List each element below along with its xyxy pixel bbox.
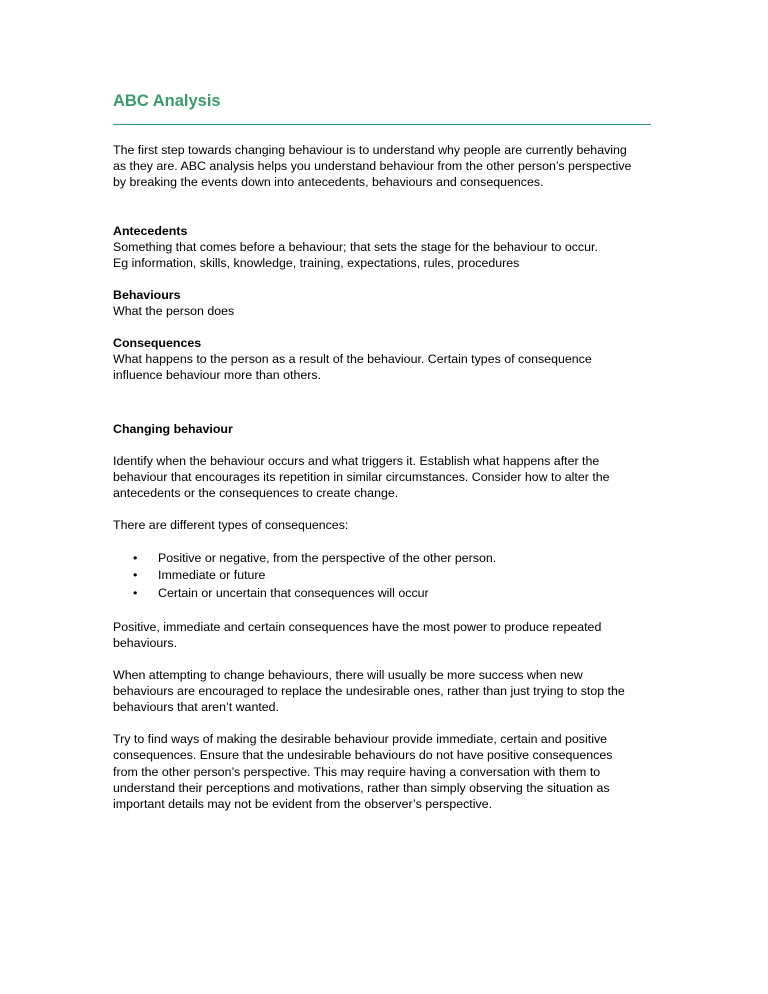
list-item — [113, 550, 658, 568]
definition-antecedents — [113, 223, 658, 271]
title-divider — [113, 124, 651, 125]
page-title: ABC Analysis — [113, 92, 221, 110]
changing-paragraph-5: Try to find ways of making the desirable behaviour provide immediate, certain and positive consequences. Ensure that the undesirable behaviours do not have positive consequences from the other person’s perspective. This may require having a conversation with them to understand their perceptions and motivations, rather than simply observing the situation as important details may not be evident from the observer’s perspective. — [113, 732, 613, 811]
list-item-text: Immediate or future — [158, 568, 266, 583]
definition-behaviours — [113, 287, 658, 319]
document-page — [113, 90, 658, 812]
list-item-text: Certain or uncertain that consequences will occur — [158, 586, 429, 601]
definition-line: Something that comes before a behaviour; that sets the stage for the behaviour to occur. — [113, 240, 598, 255]
intro-paragraph: The first step towards changing behaviour is to understand why people are currently behaving as they are. ABC analysis helps you understand behaviour from the other person’s perspective by breaking the events down into antecedents, behaviours and consequences. — [113, 143, 632, 190]
definition-line: What the person does — [113, 303, 235, 318]
list-item — [113, 567, 658, 585]
definition-line: influence behaviour more than others. — [113, 367, 322, 382]
definition-consequences — [113, 335, 658, 383]
definition-line: What happens to the person as a result of the behaviour. Certain types of consequence — [113, 351, 592, 366]
changing-paragraph-2: There are different types of consequences: — [113, 518, 349, 533]
section-heading-changing-behaviour: Changing behaviour — [113, 422, 233, 437]
changing-paragraph-3: Positive, immediate and certain consequences have the most power to produce repeated behaviours. — [113, 619, 602, 650]
changing-paragraph-1: Identify when the behaviour occurs and what triggers it. Establish what happens after the behaviour that encourages its repetition in similar circumstances. Consider how to alter the antecedents or the consequences to create change. — [113, 454, 610, 501]
definition-term: Consequences — [113, 335, 202, 350]
bullet-icon: • — [133, 586, 138, 601]
bullet-icon: • — [133, 568, 138, 583]
list-item — [113, 585, 658, 603]
changing-paragraph-4: When attempting to change behaviours, there will usually be more success when new behaviours are encouraged to replace the undesirable ones, rather than just trying to stop the behaviours that aren’t wanted. — [113, 668, 625, 715]
list-item-text: Positive or negative, from the perspective of the other person. — [158, 550, 497, 565]
definition-term: Antecedents — [113, 224, 188, 239]
consequence-types-list — [113, 550, 658, 603]
definition-line: Eg information, skills, knowledge, training, expectations, rules, procedures — [113, 256, 520, 271]
bullet-icon: • — [133, 550, 138, 565]
definition-term: Behaviours — [113, 287, 181, 302]
